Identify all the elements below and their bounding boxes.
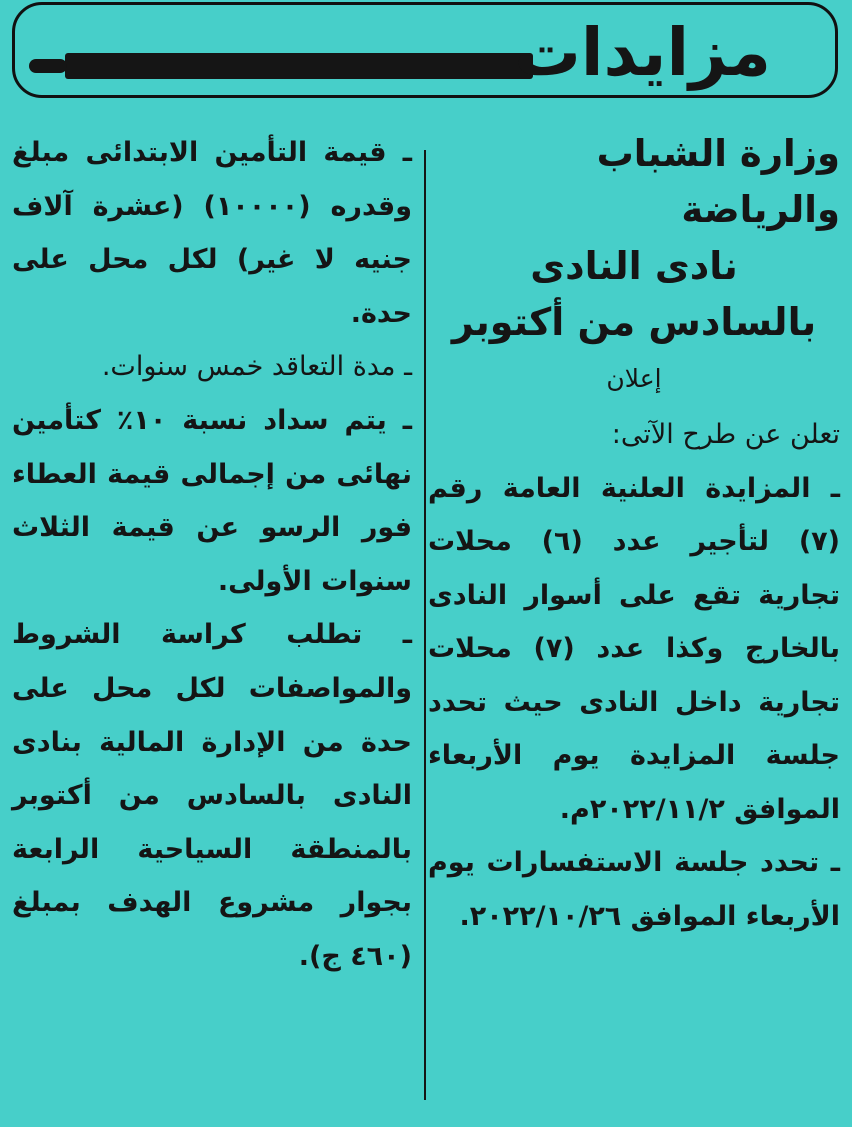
contract-duration-item: ـ مدة التعاقد خمس سنوات. — [101, 351, 412, 383]
club-name: نادى النادى — [530, 244, 738, 288]
ministry-name: وزارة الشباب والرياضة — [596, 132, 840, 231]
column-divider — [424, 150, 426, 1100]
club-location: بالسادس من أكتوبر — [451, 300, 817, 344]
final-insurance-item: ـ يتم سداد نسبة ١٠٪ كتأمين نهائى من إجمالى قيمة العطاء فور الرسو عن قيمة الثلاث سنوات الأولى. — [12, 404, 412, 597]
inquiry-session-item: ـ تحدد جلسة الاستفسارات يوم الأربعاء الموافق ٢٠٢٢/١٠/٢٦. — [428, 847, 840, 932]
right-column — [428, 126, 840, 943]
announcement-intro: تعلن عن طرح الآتى: — [611, 419, 840, 450]
conditions-booklet-item: ـ تطلب كراسة الشروط والمواصفات لكل محل على حدة من الإدارة المالية بنادى النادى بالسادس من أكتوبر بالمنطقة السياحية الرابعة بجوار مشروع الهدف بمبلغ (٤٦٠ ج). — [12, 619, 412, 972]
banner-decorative-bar — [65, 53, 533, 79]
announcement-label: إعلان — [606, 364, 662, 393]
auctions-banner — [12, 2, 838, 98]
left-column — [12, 126, 412, 984]
banner-title: مزايدات — [514, 14, 771, 91]
initial-insurance-item: ـ قيمة التأمين الابتدائى مبلغ وقدره (١٠٠٠٠) (عشرة آلاف جنيه لا غير) لكل محل على حدة. — [12, 137, 412, 329]
auction-item: ـ المزايدة العلنية العامة رقم (٧) لتأجير عدد (٦) محلات تجارية تقع على أسوار النادى بالخارج وكذا عدد (٧) محلات تجارية داخل النادى حيث تحدد جلسة المزايدة يوم الأربعاء الموافق ٢٠٢٢/١١/٢م. — [428, 472, 840, 825]
